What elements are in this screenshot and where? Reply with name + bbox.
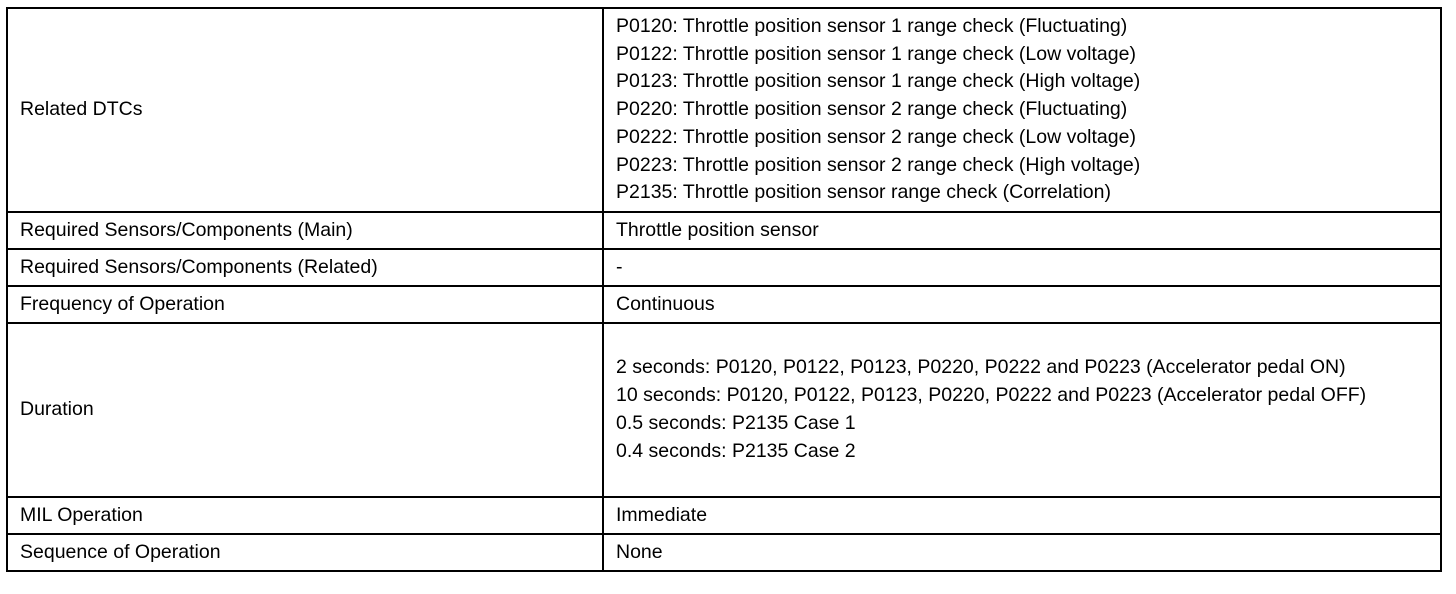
table-row-duration bbox=[7, 323, 1441, 497]
dtc-line: P0120: Throttle position sensor 1 range check (Fluctuating) bbox=[616, 14, 1128, 37]
sequence-label: Sequence of Operation bbox=[7, 534, 603, 571]
duration-line: 10 seconds: P0120, P0122, P0123, P0220, P0222 and P0223 (Accelerator pedal OFF) bbox=[616, 384, 1367, 407]
duration-line: 0.5 seconds: P2135 Case 1 bbox=[616, 412, 856, 434]
duration-label: Duration bbox=[7, 323, 603, 497]
dtc-line: P0122: Throttle position sensor 1 range check (Low voltage) bbox=[616, 42, 1136, 65]
frequency-value: Continuous bbox=[603, 286, 1441, 323]
related-dtcs-value bbox=[603, 8, 1441, 212]
dtc-spec-table bbox=[6, 7, 1442, 572]
duration-line: 2 seconds: P0120, P0122, P0123, P0220, P0222 and P0223 (Accelerator pedal ON) bbox=[616, 356, 1346, 379]
required-related-value: - bbox=[603, 249, 1441, 286]
table-row-sequence bbox=[7, 534, 1441, 571]
mil-operation-value: Immediate bbox=[603, 497, 1441, 534]
table-row-frequency bbox=[7, 286, 1441, 323]
table-row-required-related bbox=[7, 249, 1441, 286]
frequency-label: Frequency of Operation bbox=[7, 286, 603, 323]
mil-operation-label: MIL Operation bbox=[7, 497, 603, 534]
required-related-label: Required Sensors/Components (Related) bbox=[7, 249, 603, 286]
dtc-line: P0222: Throttle position sensor 2 range check (Low voltage) bbox=[616, 125, 1136, 148]
table-row-required-main bbox=[7, 212, 1441, 249]
table-row-related-dtcs bbox=[7, 8, 1441, 212]
related-dtcs-label: Related DTCs bbox=[7, 8, 603, 212]
duration-value bbox=[603, 323, 1441, 497]
sequence-value: None bbox=[603, 534, 1441, 571]
dtc-line: P0123: Throttle position sensor 1 range check (High voltage) bbox=[616, 70, 1141, 93]
dtc-line: P2135: Throttle position sensor range check (Correlation) bbox=[616, 181, 1111, 204]
table-row-mil-operation bbox=[7, 497, 1441, 534]
dtc-line: P0220: Throttle position sensor 2 range check (Fluctuating) bbox=[616, 98, 1128, 121]
dtc-line: P0223: Throttle position sensor 2 range check (High voltage) bbox=[616, 153, 1141, 176]
required-main-value: Throttle position sensor bbox=[603, 212, 1441, 249]
duration-line: 0.4 seconds: P2135 Case 2 bbox=[616, 439, 856, 462]
required-main-label: Required Sensors/Components (Main) bbox=[7, 212, 603, 249]
